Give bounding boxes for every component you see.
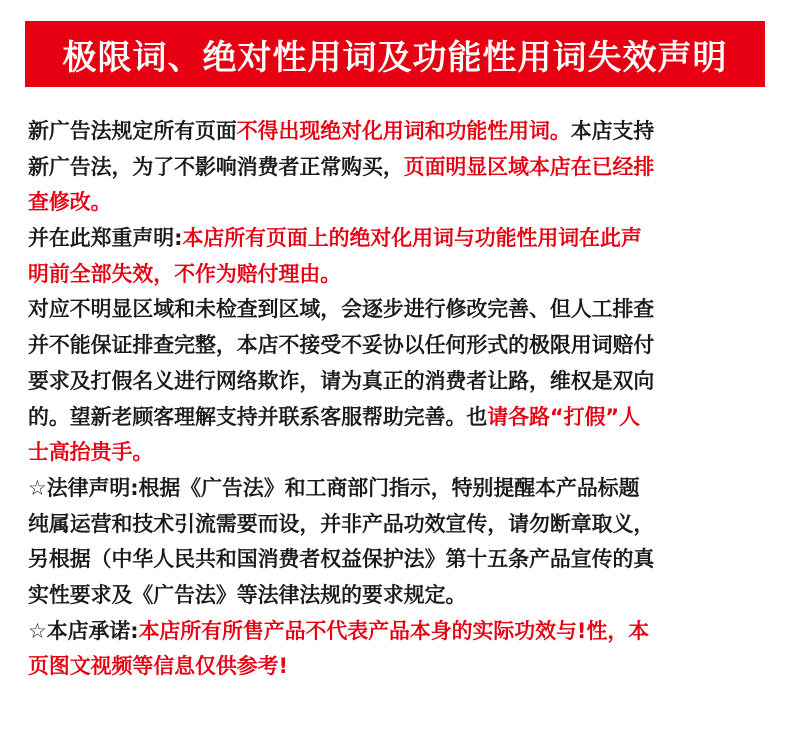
highlight-segment: 请各路“打假”人 bbox=[487, 404, 640, 429]
text-line-5 bbox=[28, 257, 768, 293]
text-line-14 bbox=[28, 578, 768, 614]
text-line-1 bbox=[28, 114, 768, 150]
highlight-segment: 本店所有页面上的绝对化用词与功能性用词在此声 bbox=[182, 226, 642, 251]
text-line-15 bbox=[28, 614, 768, 650]
highlight-segment: 不得出现绝对化用词和功能性用词。 bbox=[236, 119, 571, 143]
text-segment: 对应不明显区域和未检查到区域，会逐步进行修改完善、但人工排查 bbox=[28, 297, 655, 322]
text-line-2 bbox=[28, 150, 768, 186]
text-line-8 bbox=[28, 364, 768, 400]
text-segment: 纯属运营和技术引流需要而设，并非产品功效宣传，请勿断章取义， bbox=[28, 511, 655, 536]
banner-title: 极限词、绝对性用词及功能性用词失效声明 bbox=[62, 37, 728, 78]
text-segment: 新广告法规定所有页面 bbox=[28, 119, 237, 143]
highlight-segment: 士高抬贵手。 bbox=[28, 440, 154, 465]
text-line-6 bbox=[28, 292, 768, 328]
text-line-12 bbox=[28, 507, 768, 543]
text-segment: 并不能保证排查完整，本店不接受不妥协以任何形式的极限用词赔付 bbox=[28, 333, 655, 358]
text-segment: 的。望新老顾客理解支持并联系客服帮助完善。也 bbox=[28, 404, 488, 429]
text-line-4 bbox=[28, 221, 768, 257]
text-line-10 bbox=[28, 435, 768, 471]
text-line-13 bbox=[28, 542, 768, 578]
text-segment: 本店支持 bbox=[570, 119, 655, 143]
text-segment: 另根据（中华人民共和国消费者权益保护法》第十五条产品宣传的真 bbox=[28, 547, 655, 572]
highlight-segment: 本店所有所售产品不代表产品本身的实际功效与!性，本 bbox=[138, 618, 650, 643]
text-line-16 bbox=[28, 649, 768, 685]
highlight-segment: 明前全部失效，不作为赔付理由。 bbox=[28, 261, 342, 286]
text-segment: 并在此郑重声明: bbox=[28, 226, 183, 251]
text-segment: ☆法律声明:根据《广告法》和工商部门指示，特别提醒本产品标题 bbox=[28, 475, 640, 500]
highlight-segment: 页面明显区域本店在已经排 bbox=[403, 154, 655, 179]
text-segment: 要求及打假名义进行网络欺诈，请为真正的消费者让路，维权是双向 bbox=[28, 368, 655, 393]
text-line-9 bbox=[28, 400, 768, 436]
text-segment: ☆本店承诺: bbox=[28, 618, 139, 643]
highlight-segment: 页图文视频等信息仅供参考! bbox=[28, 654, 289, 679]
text-segment: 新广告法，为了不影响消费者正常购买， bbox=[28, 154, 404, 179]
highlight-segment: 查修改。 bbox=[28, 190, 112, 215]
text-line-11 bbox=[28, 471, 768, 507]
text-line-7 bbox=[28, 328, 768, 364]
text-segment: 实性要求及《广告法》等法律法规的要求规定。 bbox=[28, 582, 467, 607]
declaration-body bbox=[28, 114, 768, 685]
text-line-3 bbox=[28, 185, 768, 221]
title-banner bbox=[25, 21, 765, 87]
